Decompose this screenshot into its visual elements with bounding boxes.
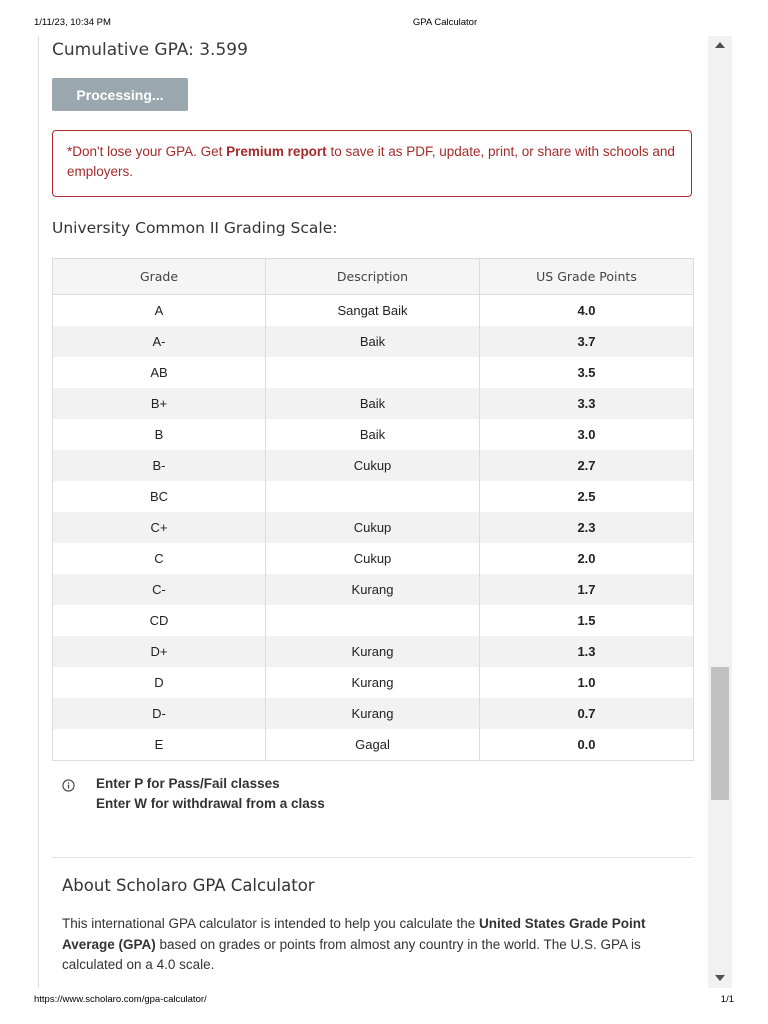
table-row: [53, 295, 694, 327]
about-text-bold: United States Grade Point Average (GPA): [62, 916, 646, 952]
description-cell: Baik: [266, 419, 480, 450]
table-row: [53, 419, 694, 450]
print-title: GPA Calculator: [412, 17, 478, 28]
grade-cell: B: [53, 419, 266, 450]
table-row: [53, 388, 694, 419]
scrollbar-thumb[interactable]: [711, 667, 729, 800]
info-icon: [62, 779, 75, 792]
points-cell: 3.7: [480, 326, 694, 357]
table-row: [53, 729, 694, 761]
description-cell: Cukup: [266, 450, 480, 481]
grade-cell: D+: [53, 636, 266, 667]
cumulative-gpa: Cumulative GPA: 3.599: [52, 40, 248, 60]
description-cell: Kurang: [266, 667, 480, 698]
scroll-down-arrow-icon[interactable]: [708, 968, 732, 988]
description-cell: Baik: [266, 388, 480, 419]
points-cell: 1.7: [480, 574, 694, 605]
points-cell: 2.5: [480, 481, 694, 512]
grade-cell: C: [53, 543, 266, 574]
table-row: [53, 667, 694, 698]
grade-cell: B+: [53, 388, 266, 419]
description-cell: Gagal: [266, 729, 480, 761]
points-cell: 2.7: [480, 450, 694, 481]
column-header-description: Description: [266, 259, 480, 295]
grade-cell: BC: [53, 481, 266, 512]
description-cell: Sangat Baik: [266, 295, 480, 327]
grade-cell: D: [53, 667, 266, 698]
section-divider: [52, 857, 693, 858]
table-row: [53, 326, 694, 357]
table-row: [53, 357, 694, 388]
description-cell: [266, 605, 480, 636]
grade-cell: D-: [53, 698, 266, 729]
description-cell: Cukup: [266, 543, 480, 574]
print-url: https://www.scholaro.com/gpa-calculator/: [34, 994, 207, 1005]
description-cell: [266, 357, 480, 388]
premium-report-link[interactable]: Premium report: [226, 144, 327, 159]
points-cell: 2.0: [480, 543, 694, 574]
grade-cell: CD: [53, 605, 266, 636]
print-date: 1/11/23, 10:34 PM: [34, 17, 111, 28]
grade-cell: A: [53, 295, 266, 327]
table-row: [53, 512, 694, 543]
description-cell: Kurang: [266, 698, 480, 729]
premium-text-after: to save it as PDF, update, print, or share with schools and employers.: [67, 144, 675, 179]
grading-scale-heading: University Common II Grading Scale:: [52, 219, 338, 237]
description-cell: Kurang: [266, 636, 480, 667]
table-row: [53, 450, 694, 481]
grade-cell: E: [53, 729, 266, 761]
grade-cell: AB: [53, 357, 266, 388]
print-footer: [0, 994, 768, 1008]
grading-scale-rows: [53, 295, 694, 761]
pass-fail-note: Enter P for Pass/Fail classes: [96, 776, 280, 791]
grade-cell: A-: [53, 326, 266, 357]
table-header-row: [53, 259, 694, 295]
grade-cell: C-: [53, 574, 266, 605]
about-text-before: This international GPA calculator is intended to help you calculate the: [62, 916, 479, 931]
withdrawal-note: Enter W for withdrawal from a class: [96, 796, 325, 811]
table-row: [53, 543, 694, 574]
about-text: [62, 914, 690, 976]
points-cell: 2.3: [480, 512, 694, 543]
points-cell: 3.5: [480, 357, 694, 388]
grade-cell: C+: [53, 512, 266, 543]
points-cell: 1.3: [480, 636, 694, 667]
description-cell: Kurang: [266, 574, 480, 605]
table-row: [53, 605, 694, 636]
description-cell: Cukup: [266, 512, 480, 543]
table-row: [53, 636, 694, 667]
scroll-up-arrow-icon[interactable]: [708, 36, 732, 56]
print-header: [0, 17, 768, 31]
points-cell: 0.7: [480, 698, 694, 729]
premium-notice: [52, 130, 692, 197]
table-row: [53, 574, 694, 605]
points-cell: 0.0: [480, 729, 694, 761]
description-cell: Baik: [266, 326, 480, 357]
grade-cell: B-: [53, 450, 266, 481]
about-heading: About Scholaro GPA Calculator: [62, 876, 315, 895]
table-row: [53, 481, 694, 512]
points-cell: 3.3: [480, 388, 694, 419]
about-text-after: based on grades or points from almost any country in the world. The U.S. GPA is calculated on a 4.0 scale.: [62, 936, 641, 972]
points-cell: 4.0: [480, 295, 694, 327]
print-page-number: 1/1: [720, 994, 734, 1005]
page-content: [38, 36, 709, 988]
table-row: [53, 698, 694, 729]
points-cell: 3.0: [480, 419, 694, 450]
premium-text-before: *Don't lose your GPA. Get: [67, 144, 227, 159]
grading-scale-table: [52, 258, 694, 761]
processing-button[interactable]: Processing...: [52, 78, 188, 111]
points-cell: 1.0: [480, 667, 694, 698]
column-header-grade: Grade: [53, 259, 266, 295]
description-cell: [266, 481, 480, 512]
vertical-scrollbar[interactable]: [708, 36, 732, 988]
column-header-points: US Grade Points: [480, 259, 694, 295]
points-cell: 1.5: [480, 605, 694, 636]
